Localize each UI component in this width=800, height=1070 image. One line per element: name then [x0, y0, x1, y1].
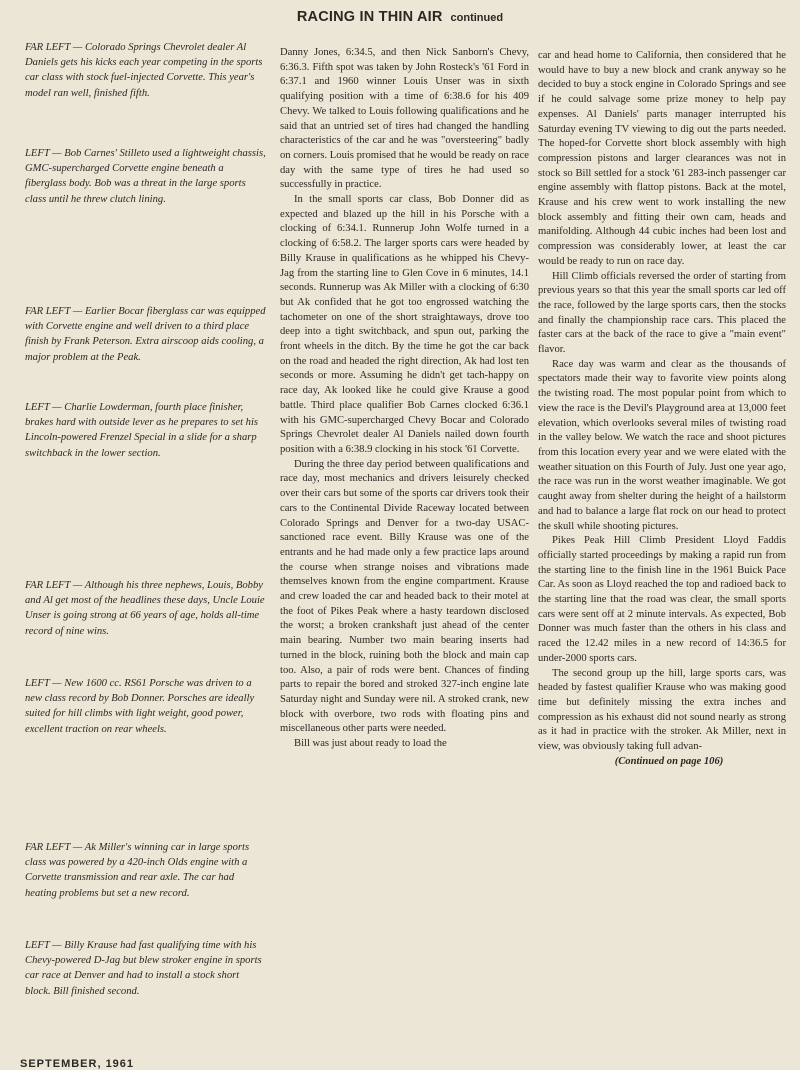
article-title: RACING IN THIN AIR	[296, 9, 443, 25]
page-folio: SEPTEMBER, 1961	[20, 1058, 135, 1070]
paragraph: In the small sports car class, Bob Donner did as expected and blazed up the hill in his Porsche with a clocking of 6:34.1. Runnerup John Wolfe turned in a clocking of 6:58.2. The larger sports cars were headed by Billy Krause in qualifications as he whipped his Chevy-Jag from the starting line to Glen Cove in 6 minutes, 14.1 seconds. Runnerup was Ak Miller with a clocking of 6:30 but Ak confided that he got too engrossed watching the tachometer on one of the short straightaways, drove too deep into a tight switchback, and spun out, parking the front wheels in the ditch. By the time he got the car back on the road and headed the right direction, Ak had lost ten seconds or more. Assuming he didn't get tach-happy on race day, Ak looked like he could give Krause a good battle. Third place qualifier Bob Carnes clocked 6:36.1 with his GMC-supercharged Chevy Bocar and Colorado Springs Chevrolet dealer Al Daniels nailed down fourth position with a 6:38.9 clocking in his stock '61 Corvette.	[280, 194, 529, 455]
paragraph: Race day was warm and clear as the thousands of spectators made their way to favorite view points along the twisting road. The most popular point from which to view the race is the Devil's Playground area at 13,000 feet elevation, which overlooks several miles of twisting road in the valley below. We watch the race and shoot pictures from this location every year and we were elated with the weather situation on this Fourth of July. Just one year ago, the race was run in the worst weather imaginable. We got caught away from shelter during the height of a hailstorm and had to balance a large flat rock on our head to protect the skull while shooting pictures.	[538, 358, 786, 532]
page-header	[0, 8, 800, 26]
paragraph: Bill was just about ready to load the	[294, 738, 447, 750]
caption-2: LEFT — Bob Carnes' Stilleto used a lightweight chassis, GMC-supercharged Corvette engine beneath a fiberglass body. Bob was a threat in the large sports class until he threw clutch lining.	[25, 148, 266, 205]
paragraph: car and head home to California, then considered that he would have to buy a new block and crank anyway so he decided to buy a stock engine in Colorado Springs and see if he could salvage some prize money to help pay expenses. Al Daniels' parts manager interrupted his Saturday evening TV viewing to dig out the parts needed. The hoped-for Corvette short block assembly with high compression pistons and larger clearances was not in stock so Bill settled for a stock '61 283-inch passenger car engine assembly with flattop pistons. Back at the motel, Krause and his crew went to work installing the new block assembly and fitting their own cam, heads and manifolding. Although 44 cubic inches had been lost and compression was considerably lower, at least the car would be ready to run on race day.	[538, 50, 786, 267]
article-column-middle	[280, 46, 529, 752]
caption-6: LEFT — New 1600 cc. RS61 Porsche was driven to a new class record by Bob Donner. Porsches are ideally suited for hill climbs with light weight, good power, excellent traction on rear wheels.	[25, 678, 255, 735]
paragraph: During the three day period between qualifications and race day, most mechanics and drivers leisurely checked over their cars but some of the sports car drivers took their cars to the Continental Divide Raceway located between Colorado Springs and Denver for a two-day USAC-sanctioned race event. Billy Krause was one of the entrants and he had made only a few practice laps around the course when strange noises and vibrations made themselves known from the engine compartment. Krause and crew loaded the car and headed back to their motel at the foot of Pikes Peak where a hasty teardown disclosed the worst; a broken crankshaft just ahead of the center main bearing. Number two main bearing inserts had turned in the block, ruining both the block and main cap too. Also, a pair of rods were bent. Chances of finding parts to repair the bored and stroked 327-inch engine late Saturday night and Sunday were nil. A stroked crank, new block with overbore, two rods with floating pins and miscellaneous other parts were needed.	[280, 458, 529, 735]
continued-label: continued	[450, 12, 504, 24]
caption-8: LEFT — Billy Krause had fast qualifying time with his Chevy-powered D-Jag but blew stroker engine in sports car race at Denver and had to install a stock short block. Bill finished second.	[25, 940, 262, 997]
paragraph: Hill Climb officials reversed the order of starting from previous years so that this year the small sports car led off the race, followed by the large sports cars, then the stocks and finally the championship race cars. This placed the faster cars at the back of the race to give a "main event" flavor.	[538, 270, 786, 356]
caption-4: LEFT — Charlie Lowderman, fourth place finisher, brakes hard with outside lever as he prepares to set his Lincoln-powered Frenzel Special in a slide for a sharp switchback in the lower section.	[25, 402, 259, 459]
caption-1: FAR LEFT — Colorado Springs Chevrolet dealer Al Daniels gets his kicks each year competing in the sports car class with stock fuel-injected Corvette. This year's model ran well, finished fifth.	[25, 42, 263, 99]
paragraph: The second group up the hill, large sports cars, was headed by fastest qualifier Krause who was making good time but definitely missing the extra inches and compression as his exhaust did not sound nearly as strong as it had in practice with the stroker. Ak Miller, next in view, was obviously taking full advan-	[538, 667, 786, 753]
paragraph: Pikes Peak Hill Climb President Lloyd Faddis officially started proceedings by making a rapid run from the starting line to the finish line in the 1961 Buick Pace Car. As soon as Lloyd reached the top and radioed back to the starting line that the road was clear, the small sports cars were sent off at 2 minute intervals. As expected, Bob Donner was much faster than the others in his class and raced the 12.42 miles in a new record of 14:36.5 for under-2000 sports cars.	[538, 535, 786, 664]
paragraph: Danny Jones, 6:34.5, and then Nick Sanborn's Chevy, 6:36.3. Fifth spot was taken by John Rosteck's '61 Ford in 6:37.1 and 1960 winner Louis Unser was in sixth qualifying position with a time of 6:38.6 for his 409 Chevy. We talked to Louis following qualifications and he said that an untried set of tires had changed the handling characteristics of the car and he was "oversteering" badly on corners. Louis promised that he would be ready on race day with the same type of tires he had used so successfully in practice.	[280, 47, 529, 191]
caption-7: FAR LEFT — Ak Miller's winning car in large sports class was powered by a 420-inch Olds engine with a Corvette transmission and rear axle. The car had heating problems but set a new record.	[25, 842, 250, 899]
article-column-right	[538, 49, 786, 769]
caption-3: FAR LEFT — Earlier Bocar fiberglass car was equipped with Corvette engine and well driven to a third place finish by Frank Peterson. Extra airscoop aids cooling, a major problem at the Peak.	[25, 306, 266, 363]
caption-5: FAR LEFT — Although his three nephews, Louis, Bobby and Al get most of the headlines these days, Uncle Louie Unser is going strong at 66 years of age, holds all-time record of nine wins.	[25, 580, 265, 637]
continued-on-note: (Continued on page 106)	[614, 755, 724, 767]
